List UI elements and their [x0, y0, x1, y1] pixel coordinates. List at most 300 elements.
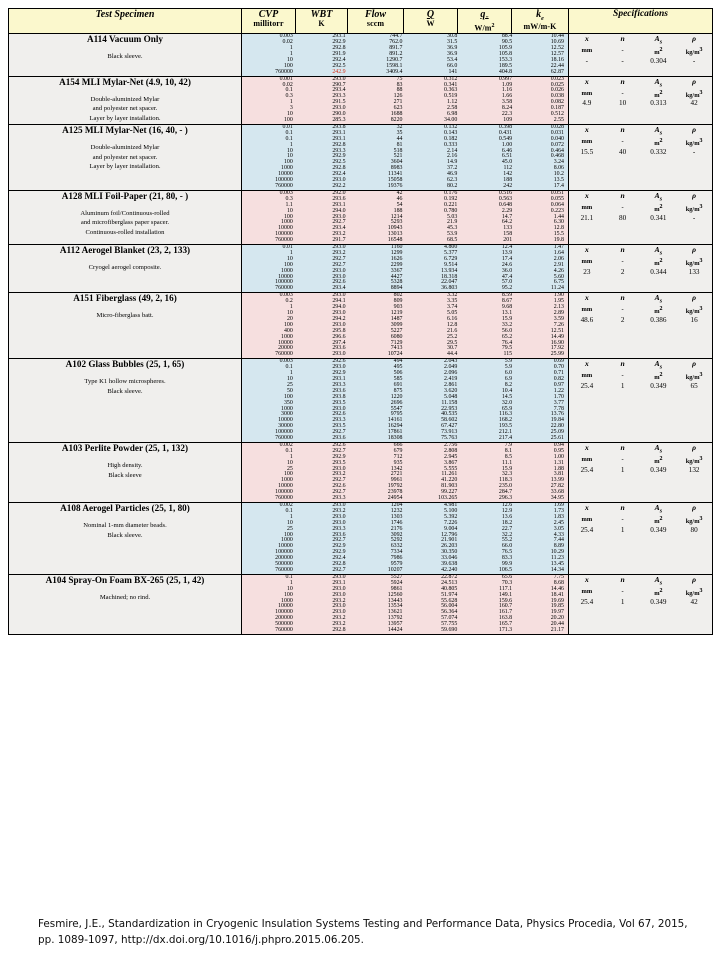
wbt-value: 293.2	[297, 472, 350, 478]
flow-value: 3604	[350, 160, 407, 166]
heat-rate-value: 2.043	[406, 359, 461, 365]
cvp-value: 0.2	[242, 299, 297, 305]
heat-rate-value: 53.4	[406, 58, 461, 64]
cvp-value: 500000	[242, 562, 297, 568]
wbt-value: 292.8	[297, 562, 350, 568]
heat-flux-value: 161.7	[461, 610, 516, 616]
spec-value-area: 0.386	[650, 316, 667, 325]
heat-flux-value: 65.9	[461, 407, 516, 413]
specimen-block	[9, 293, 713, 359]
spec-unit-row	[569, 90, 712, 100]
conductivity-value: 19.84	[516, 418, 568, 424]
spec-unit-thickness: mm	[581, 257, 593, 265]
spec-unit-thickness: mm	[581, 306, 593, 314]
heat-flux-value: 13.9	[461, 251, 516, 257]
heat-rate-value: 57.755	[406, 622, 461, 628]
heat-flux-value: 3.58	[461, 100, 516, 106]
table-row	[242, 184, 568, 190]
flow-value: 2176	[350, 527, 407, 533]
flow-value: 88	[350, 88, 407, 94]
spec-symbol-row	[569, 443, 712, 456]
flow-value: 1219	[350, 311, 407, 317]
flow-value: 518	[350, 149, 407, 155]
heat-rate-value: 14.9	[406, 160, 461, 166]
column-header-conductivity	[512, 9, 569, 34]
measurement-data-cell	[242, 442, 569, 502]
spec-unit-area: $m^2$	[654, 455, 663, 465]
cvp-value: 760000	[242, 628, 297, 634]
heat-flux-value: 165.7	[461, 622, 516, 628]
wbt-value: 293.4	[297, 226, 350, 232]
spec-symbol-row	[569, 503, 712, 516]
heat-rate-value: 62.3	[406, 178, 461, 184]
cvp-value: 10000	[242, 341, 297, 347]
wbt-value: 293.0	[297, 293, 350, 299]
spec-value-density: 80	[690, 525, 698, 534]
heat-rate-value: 80.2	[406, 184, 461, 190]
specimen-block	[9, 124, 713, 190]
wbt-value: 293.3	[297, 94, 350, 100]
cvp-value: 100000	[242, 430, 297, 436]
cvp-value: 0.1	[242, 137, 297, 143]
spec-unit-thickness: mm	[581, 47, 593, 55]
header-unit-cvp: millitorr	[253, 19, 284, 29]
conductivity-value: 1.90	[516, 293, 568, 299]
flow-value: 809	[350, 299, 407, 305]
measurement-data-cell	[242, 503, 569, 575]
heat-flux-value: 5.9	[461, 359, 516, 365]
wbt-value: 291.9	[297, 52, 350, 58]
heat-rate-value: 41.220	[406, 478, 461, 484]
measurement-rows	[242, 77, 568, 124]
heat-rate-value: 141	[406, 70, 461, 76]
specimen-name: A154 MLI Mylar-Net (4.9, 10, 42)	[59, 76, 191, 87]
spec-value-thickness: 23	[583, 267, 591, 276]
heat-rate-value: 5.555	[406, 467, 461, 473]
cvp-value: 1000	[242, 269, 297, 275]
heat-flux-value: 5.9	[461, 365, 516, 371]
specimen-cell	[9, 76, 242, 124]
heat-rate-value: 7.226	[406, 521, 461, 527]
cvp-value: 100000	[242, 490, 297, 496]
heat-rate-value: 21.901	[406, 538, 461, 544]
flow-value: 1232	[350, 509, 407, 515]
spec-symbol-density: ρ	[692, 293, 697, 303]
cvp-value: 1000	[242, 599, 297, 605]
wbt-value: 293.2	[297, 232, 350, 238]
measurement-rows	[242, 191, 568, 244]
wbt-value: 293.0	[297, 503, 350, 509]
table-body	[9, 34, 713, 635]
heat-rate-value: 81.903	[406, 484, 461, 490]
flow-value: 35	[350, 131, 407, 137]
spec-symbol-thickness: x	[584, 124, 589, 134]
spec-symbol-area: $A_s$	[654, 34, 663, 46]
heat-rate-value: 11.158	[406, 401, 461, 407]
heat-flux-value: 12.4	[461, 245, 516, 251]
specimen-name: A125 MLI Mylar-Net (16, 40, - )	[62, 124, 188, 135]
heat-flux-value: 158	[461, 232, 516, 238]
spec-unit-layers: -	[621, 455, 624, 463]
conductivity-value: 13.99	[516, 478, 568, 484]
flow-value: 691	[350, 383, 407, 389]
conductivity-value: 1.95	[516, 299, 568, 305]
wbt-value: 293.0	[297, 587, 350, 593]
flow-value: 6080	[350, 335, 407, 341]
heat-flux-value: 242	[461, 184, 516, 190]
measurement-rows	[242, 359, 568, 442]
flow-value: 13621	[350, 610, 407, 616]
wbt-value: 292.6	[297, 484, 350, 490]
conductivity-value: 1.69	[516, 503, 568, 509]
wbt-value: 293.0	[297, 77, 350, 83]
spec-value-layers: 1	[620, 597, 625, 606]
cvp-value: 1	[242, 46, 297, 52]
cvp-value: 0.1	[242, 575, 297, 581]
specimen-block	[9, 574, 713, 634]
heat-flux-value: 2.29	[461, 209, 516, 215]
spec-symbol-layers: n	[620, 190, 625, 200]
heat-rate-value: 66.0	[406, 64, 461, 70]
flow-value: 23978	[350, 490, 407, 496]
conductivity-value: 1.00	[516, 455, 568, 461]
heat-rate-value: 0.182	[406, 137, 461, 143]
flow-value: 16294	[350, 424, 407, 430]
header-unit-wbt: K	[318, 19, 325, 29]
heat-flux-value: 0.563	[461, 197, 516, 203]
heat-flux-value: 95.2	[461, 286, 516, 292]
specimen-cell	[9, 34, 242, 76]
wbt-value: 293.4	[297, 88, 350, 94]
heat-flux-value: 10.4	[461, 389, 516, 395]
flow-value: 16548	[350, 238, 407, 244]
spec-value-density: 16	[690, 316, 698, 325]
spec-symbol-area: $A_s$	[654, 359, 663, 371]
spec-value-density: 42	[690, 597, 698, 606]
heat-flux-value: 17.4	[461, 257, 516, 263]
spec-value-layers: 1	[620, 465, 625, 474]
heat-flux-value: 6.46	[461, 149, 516, 155]
conductivity-value: 62.87	[516, 70, 568, 76]
cvp-value: 10000	[242, 544, 297, 550]
heat-flux-value: 64.2	[461, 220, 516, 226]
spec-symbol-thickness: x	[584, 293, 589, 303]
spec-value-area: 0.344	[650, 267, 667, 276]
cvp-value: 0.002	[242, 503, 297, 509]
heat-rate-value: 21.9	[406, 220, 461, 226]
flow-value: 3367	[350, 269, 407, 275]
heat-flux-value: 70.3	[461, 581, 516, 587]
heat-flux-value: 11.1	[461, 461, 516, 467]
wbt-value: 293.5	[297, 424, 350, 430]
heat-rate-value: 4.800	[406, 245, 461, 251]
heat-rate-value: 59.690	[406, 628, 461, 634]
wbt-value: 297.4	[297, 341, 350, 347]
spec-unit-thickness: mm	[581, 515, 593, 523]
spec-unit-area: $m^2$	[654, 89, 663, 99]
heat-rate-value: 12.796	[406, 533, 461, 539]
heat-flux-value: 14.5	[461, 395, 516, 401]
heat-flux-value: 22.7	[461, 527, 516, 533]
flow-value: 8220	[350, 118, 407, 124]
flow-value: 46	[350, 197, 407, 203]
heat-rate-value: 3.74	[406, 305, 461, 311]
conductivity-value: 33.68	[516, 490, 568, 496]
flow-value: 875	[350, 389, 407, 395]
heat-flux-value: 1.16	[461, 88, 516, 94]
heat-rate-value: 2.58	[406, 106, 461, 112]
heat-rate-value: 103.265	[406, 496, 461, 502]
conductivity-value: 6.30	[516, 220, 568, 226]
heat-rate-value: 0.333	[406, 143, 461, 149]
flow-value: 126	[350, 94, 407, 100]
cvp-value: 1	[242, 581, 297, 587]
flow-value: 495	[350, 365, 407, 371]
heat-rate-value: 5.100	[406, 509, 461, 515]
heat-rate-value: 56.004	[406, 604, 461, 610]
specimen-description: Double-aluminized Mylar and polyester net spacer. Layer by layer installation.	[89, 143, 161, 171]
flow-value: 8894	[350, 286, 407, 292]
flow-value: 8983	[350, 166, 407, 172]
spec-value-row	[569, 99, 712, 108]
spec-unit-row	[569, 306, 712, 316]
heat-flux-value: 0.997	[461, 77, 516, 83]
table-row	[242, 628, 568, 634]
flow-value: 13013	[350, 232, 407, 238]
heat-flux-value: 18.2	[461, 521, 516, 527]
table-row	[242, 568, 568, 574]
conductivity-value: 12.51	[516, 329, 568, 335]
wbt-value: 293.0	[297, 593, 350, 599]
conductivity-value: 10.44	[516, 34, 568, 40]
flow-value: 18308	[350, 436, 407, 442]
cvp-value: 1000	[242, 538, 297, 544]
heat-rate-value: 22.047	[406, 280, 461, 286]
spec-value-thickness: 48.6	[580, 316, 594, 325]
heat-rate-value: 2.096	[406, 371, 461, 377]
spec-value-row	[569, 214, 712, 223]
flow-value: 1688	[350, 112, 407, 118]
heat-rate-value: 0.312	[406, 77, 461, 83]
spec-unit-layers: -	[621, 47, 624, 55]
flow-value: 75	[350, 77, 407, 83]
spec-symbol-density: ρ	[692, 34, 697, 44]
heat-flux-value: 8.5	[461, 455, 516, 461]
spec-value-row	[569, 526, 712, 535]
conductivity-value: 3.77	[516, 401, 568, 407]
wbt-value: 293.0	[297, 178, 350, 184]
spec-unit-density: $kg/m^3$	[685, 203, 703, 213]
heat-flux-value: 133	[461, 226, 516, 232]
spec-value-layers: 2	[620, 316, 625, 325]
heat-flux-value: 212.1	[461, 430, 516, 436]
flow-value: 9961	[350, 478, 407, 484]
heat-rate-value: 3.620	[406, 389, 461, 395]
wbt-value: 293.0	[297, 245, 350, 251]
specimen-block	[9, 34, 713, 76]
spec-symbol-row	[569, 34, 712, 47]
heat-flux-value: 188	[461, 178, 516, 184]
conductivity-value: 0.028	[516, 125, 568, 131]
conductivity-value: 25.09	[516, 430, 568, 436]
header-unit-heat-rate: W	[426, 19, 435, 29]
cvp-value: 100000	[242, 610, 297, 616]
cvp-value: 10000	[242, 275, 297, 281]
wbt-value: 293.0	[297, 575, 350, 581]
spec-unit-area: $m^2$	[654, 306, 663, 316]
conductivity-value: 17.4	[516, 184, 568, 190]
spec-unit-row	[569, 204, 712, 214]
wbt-value: 292.5	[297, 160, 350, 166]
conductivity-value: 19.97	[516, 610, 568, 616]
flow-value: 7413	[350, 346, 407, 352]
heat-flux-value: 118.3	[461, 478, 516, 484]
spec-unit-row	[569, 47, 712, 57]
heat-rate-value: 18.318	[406, 275, 461, 281]
heat-rate-value: 2.419	[406, 377, 461, 383]
flow-value: 2696	[350, 401, 407, 407]
heat-rate-value: 68.5	[406, 238, 461, 244]
wbt-value: 292.7	[297, 430, 350, 436]
wbt-value: 293.1	[297, 131, 350, 137]
wbt-value: 293.0	[297, 323, 350, 329]
heat-rate-value: 46.9	[406, 172, 461, 178]
spec-unit-layers: -	[621, 89, 624, 97]
measurement-data-cell	[242, 76, 569, 124]
heat-rate-value: 24.513	[406, 581, 461, 587]
conductivity-value: 14.34	[516, 568, 568, 574]
spec-symbol-area: $A_s$	[654, 503, 663, 515]
spec-unit-density: $kg/m^3$	[685, 515, 703, 525]
cvp-value: 10	[242, 587, 297, 593]
specimen-cell	[9, 359, 242, 443]
cvp-value: 400	[242, 329, 297, 335]
heat-flux-value: 83.3	[461, 556, 516, 562]
wbt-value: 293.3	[297, 496, 350, 502]
header-symbol-heat-flux: $q_"$	[480, 9, 489, 22]
specifications-cell	[569, 190, 713, 244]
heat-flux-value: 149.1	[461, 593, 516, 599]
heat-flux-value: 404.8	[461, 70, 516, 76]
heat-rate-value: 29.5	[406, 341, 461, 347]
heat-flux-value: 7.9	[461, 443, 516, 449]
column-header-cvp	[242, 9, 296, 34]
wbt-value: 292.7	[297, 263, 350, 269]
heat-flux-value: 296.3	[461, 496, 516, 502]
conductivity-value: 0.69	[516, 359, 568, 365]
spec-unit-layers: -	[621, 515, 624, 523]
conductivity-value: 2.06	[516, 257, 568, 263]
flow-value: 5547	[350, 407, 407, 413]
cvp-value: 25	[242, 527, 297, 533]
wbt-value: 294.1	[297, 299, 350, 305]
heat-rate-value: 2.945	[406, 455, 461, 461]
heat-flux-value: 8.1	[461, 449, 516, 455]
wbt-value: 293.2	[297, 599, 350, 605]
conductivity-value: 0.051	[516, 191, 568, 197]
flow-value: 1746	[350, 521, 407, 527]
specimen-cell	[9, 442, 242, 502]
cvp-value: 1	[242, 143, 297, 149]
heat-rate-value: 53.9	[406, 232, 461, 238]
specimen-cell	[9, 190, 242, 244]
flow-value: 9579	[350, 562, 407, 568]
heat-flux-value: 13.6	[461, 515, 516, 521]
heat-flux-value: 33.2	[461, 323, 516, 329]
specimen-name: A103 Perlite Powder (25, 1, 132)	[61, 442, 189, 453]
wbt-value: 293.0	[297, 215, 350, 221]
spec-unit-area: $m^2$	[654, 587, 663, 597]
cvp-value: 1	[242, 455, 297, 461]
wbt-value: 292.8	[297, 143, 350, 149]
spec-symbol-thickness: x	[584, 34, 589, 44]
specimen-description: Machined; no rind.	[99, 593, 151, 601]
heat-flux-value: 8.59	[461, 293, 516, 299]
spec-value-layers: 80	[619, 213, 627, 222]
heat-flux-value: 66.0	[461, 544, 516, 550]
flow-value: 1204	[350, 503, 407, 509]
flow-value: 13957	[350, 622, 407, 628]
specifications-grid	[569, 77, 712, 109]
header-symbol-heat-rate: Q	[426, 9, 435, 20]
cvp-value: 1000	[242, 407, 297, 413]
spec-value-thickness: 25.4	[580, 465, 594, 474]
conductivity-value: 0.95	[516, 449, 568, 455]
spec-symbol-thickness: x	[584, 503, 589, 513]
conductivity-value: 3.81	[516, 472, 568, 478]
flow-value: 891.7	[350, 46, 407, 52]
cvp-value: 0.1	[242, 365, 297, 371]
spec-value-row	[569, 598, 712, 607]
cvp-value: 100	[242, 118, 297, 124]
heat-rate-value: 73.913	[406, 430, 461, 436]
wbt-value: 293.0	[297, 515, 350, 521]
wbt-value: 293.1	[297, 203, 350, 209]
spec-unit-density: $kg/m^3$	[685, 455, 703, 465]
spec-unit-density: $kg/m^3$	[685, 257, 703, 267]
cvp-value: 1	[242, 305, 297, 311]
conductivity-value: 11.24	[516, 286, 568, 292]
conductivity-value: 1.64	[516, 251, 568, 257]
header-symbol-flow: Flow	[364, 9, 387, 20]
heat-rate-value: 57.074	[406, 616, 461, 622]
specifications-grid	[569, 575, 712, 607]
cvp-value: 10	[242, 311, 297, 317]
specifications-cell	[569, 503, 713, 575]
spec-value-row	[569, 316, 712, 325]
specimen-name: A102 Glass Bubbles (25, 1, 65)	[65, 359, 185, 370]
conductivity-value: 13.45	[516, 562, 568, 568]
heat-rate-value: 39.638	[406, 562, 461, 568]
spec-value-area: 0.341	[650, 213, 667, 222]
conductivity-value: 15.5	[516, 232, 568, 238]
conductivity-value: 11.23	[516, 556, 568, 562]
cvp-value: 200000	[242, 616, 297, 622]
heat-flux-value: 32.0	[461, 401, 516, 407]
spec-value-layers: 2	[620, 267, 625, 276]
cvp-value: 1000	[242, 478, 297, 484]
flow-value: 1303	[350, 515, 407, 521]
conductivity-value: 1.70	[516, 395, 568, 401]
flow-value: 7129	[350, 341, 407, 347]
heat-rate-value: 5.03	[406, 215, 461, 221]
cvp-value: 0.1	[242, 131, 297, 137]
wbt-value: 292.0	[297, 191, 350, 197]
spec-value-layers: 40	[619, 147, 627, 156]
header-symbol-specifications: Specifications	[613, 9, 668, 19]
heat-flux-value: 171.3	[461, 628, 516, 634]
cvp-value: 0.3	[242, 94, 297, 100]
